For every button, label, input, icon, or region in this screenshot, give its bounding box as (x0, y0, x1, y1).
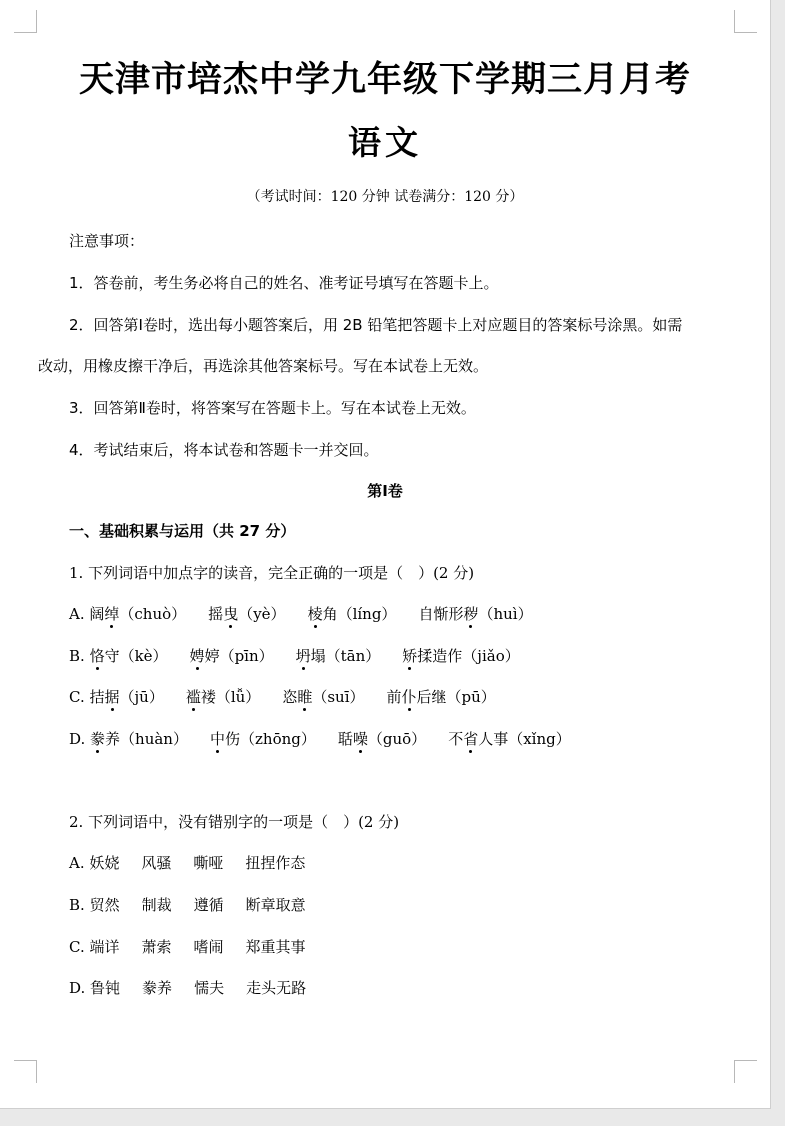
option-word: 懦夫 (194, 979, 225, 997)
option-word: 嗜闹 (193, 938, 224, 956)
dotted-character: 棱 (307, 605, 323, 623)
question-2-option (69, 977, 306, 998)
option-word: 阔绰（chuò） (89, 605, 187, 623)
volume-heading: 第Ⅰ卷 (367, 482, 403, 500)
option-label: B. (69, 647, 90, 665)
option-word: 中伤（zhōng） (209, 730, 316, 748)
dotted-character: 仆 (401, 688, 417, 706)
option-word: 自惭形秽（huì） (418, 605, 533, 623)
part-one-title: 一、基础积累与运用（共 27 分） (69, 522, 296, 540)
dotted-character: 恪 (89, 647, 105, 665)
option-word: 棱角（líng） (307, 605, 397, 623)
option-word: 拮据（jū） (89, 688, 164, 706)
option-word: 走头无路 (246, 979, 307, 997)
dotted-character: 娉 (189, 647, 205, 665)
option-word: 恣睢（suī） (282, 688, 365, 706)
dotted-character: 据 (104, 688, 120, 706)
exam-time-note: （考试时间：120 分钟 试卷满分：120 分） (246, 189, 524, 205)
corner-mark-top-left (14, 10, 37, 33)
option-label: C. (69, 688, 90, 706)
exam-title: 天津市培杰中学九年级下学期三月月考 (78, 59, 691, 100)
corner-mark-bottom-right (734, 1060, 757, 1083)
option-word: 聒噪（guō） (337, 730, 427, 748)
notice-item-2-cont: 改动，用橡皮擦干净后，再选涂其他答案标号。写在本试卷上无效。 (38, 357, 489, 375)
option-word: 贸然 (89, 896, 120, 914)
dotted-character: 曳 (223, 605, 239, 623)
option-label: D. (69, 730, 91, 748)
dotted-character: 噪 (352, 730, 368, 748)
dotted-character: 省 (463, 730, 479, 748)
dotted-character: 秽 (463, 605, 479, 623)
dotted-character: 坍 (295, 647, 311, 665)
dotted-character: 矫 (402, 647, 418, 665)
option-word: 端详 (89, 938, 120, 956)
dotted-character: 中 (209, 730, 225, 748)
option-word: 不省人事（xǐng） (448, 730, 571, 748)
option-word: 坍塌（tān） (295, 647, 381, 665)
option-word: 摇曳（yè） (208, 605, 286, 623)
dotted-character: 褴 (185, 688, 201, 706)
option-word: 扭捏作态 (245, 854, 306, 872)
option-word: 鲁钝 (90, 979, 121, 997)
option-word: 褴褛（lǚ） (185, 688, 261, 706)
question-1-option (69, 603, 533, 624)
dotted-character: 睢 (297, 688, 313, 706)
notice-item-4: 4．考试结束后，将本试卷和答题卡一并交回。 (69, 441, 379, 459)
option-word: 豢养（huàn） (90, 730, 188, 748)
option-word: 萧索 (141, 938, 172, 956)
option-label: C. (69, 938, 90, 956)
notice-heading: 注意事项： (69, 232, 145, 250)
question-2-option (69, 852, 305, 873)
option-word: 风骚 (141, 854, 172, 872)
question-2-option (69, 936, 306, 957)
question-1-option (69, 686, 496, 707)
option-word: 矫揉造作（jiǎo） (402, 647, 520, 665)
option-word: 断章取意 (245, 896, 306, 914)
notice-item-1: 1．答卷前，考生务必将自己的姓名、准考证号填写在答题卡上。 (69, 274, 499, 292)
option-word: 遵循 (193, 896, 224, 914)
question-1-option (69, 645, 520, 666)
question-2-option (69, 894, 306, 915)
option-label: B. (69, 896, 90, 914)
option-word: 制裁 (141, 896, 172, 914)
dotted-character: 豢 (90, 730, 106, 748)
question-1-option (69, 728, 571, 749)
corner-mark-top-right (734, 10, 757, 33)
option-word: 豢养 (142, 979, 173, 997)
option-word: 妖娆 (89, 854, 120, 872)
option-word: 恪守（kè） (89, 647, 168, 665)
option-word: 前仆后继（pū） (386, 688, 496, 706)
exam-subject: 语文 (348, 123, 422, 162)
question-2-stem: 2. 下列词语中，没有错别字的一项是（ ）(2 分) (69, 813, 400, 831)
dotted-character: 绰 (104, 605, 120, 623)
corner-mark-bottom-left (14, 1060, 37, 1083)
option-label: D. (69, 979, 91, 997)
option-word: 娉婷（pīn） (189, 647, 274, 665)
notice-item-2: 2．回答第Ⅰ卷时，选出每小题答案后，用 2B 铅笔把答题卡上对应题目的答案标号涂黑。如需 (69, 316, 683, 334)
notice-item-3: 3．回答第Ⅱ卷时，将答案写在答题卡上。写在本试卷上无效。 (69, 399, 476, 417)
question-1-stem: 1. 下列词语中加点字的读音，完全正确的一项是（ ）(2 分) (69, 564, 475, 582)
option-label: A. (69, 854, 90, 872)
option-word: 郑重其事 (245, 938, 306, 956)
option-label: A. (69, 605, 90, 623)
option-word: 嘶哑 (193, 854, 224, 872)
